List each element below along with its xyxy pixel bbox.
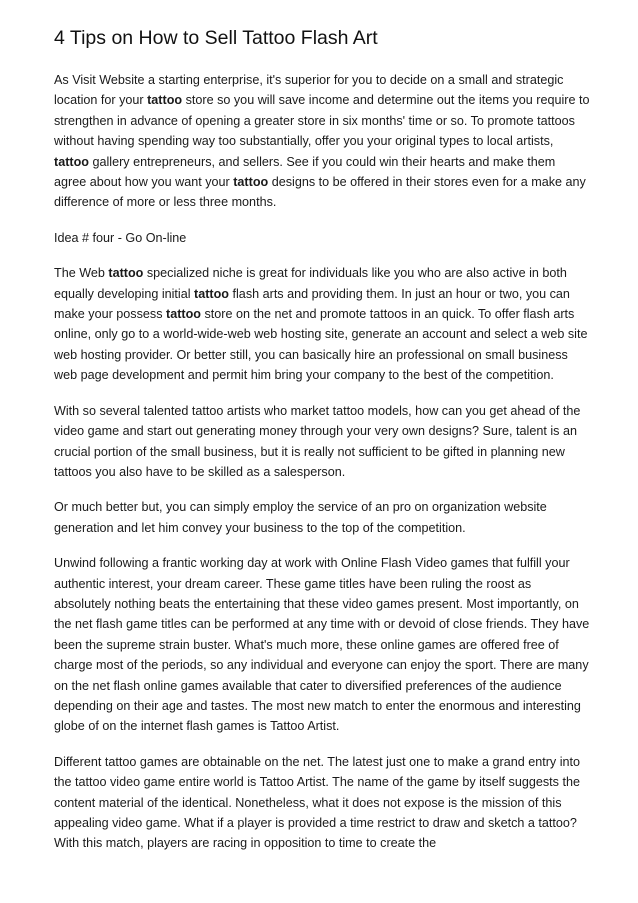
document-title: 4 Tips on How to Sell Tattoo Flash Art <box>54 27 378 49</box>
body-paragraph <box>54 752 590 854</box>
paragraph-text: Idea # four - Go On-line <box>54 230 187 245</box>
bold-keyword: tattoo <box>54 154 89 169</box>
body-paragraph <box>54 70 590 213</box>
paragraph-text: store on the net and promote tattoos in an quick. To offer flash arts online, only go to a world-wide-web web hosting site, generate an account and select a web site web hosting provider. Or better still, you can basically hire an professional on small business web page development and permit him bring your company to the best of the competition. <box>54 307 588 383</box>
body-paragraph <box>54 401 590 483</box>
body-paragraph <box>54 553 590 737</box>
document-body <box>54 70 590 854</box>
paragraph-text: With so several talented tattoo artists who market tattoo models, how can you get ahead of the video game and start out generating money through your very own designs? Sure, talent is an crucial portion of the small business, but it is really not sufficient to be gifted in planning new tattoos you also have to be skilled as a salesperson. <box>54 403 581 479</box>
paragraph-text: As Visit Website a starting enterprise, it's superior for you to decide on a small and strategic location for your <box>54 73 564 108</box>
paragraph-text: gallery entrepreneurs, and sellers. See if you could win their hearts and make them agree about how you want your <box>54 154 556 190</box>
paragraph-text: specialized niche is great for individuals like you who are also active in both equally developing initial <box>54 266 567 301</box>
bold-keyword: tattoo <box>108 266 144 281</box>
bold-keyword: tattoo <box>147 93 183 108</box>
paragraph-text: The Web <box>54 266 109 281</box>
paragraph-text: flash arts and providing them. In just an hour or two, you can make your possess <box>54 286 570 322</box>
paragraph-text: store so you will save income and determine out the items you require to strengthen in advance of opening a greater store in six months' time or so. To promote tattoos without having spending way too substantially, offer you your original types to local artists, <box>54 93 590 149</box>
bold-keyword: tattoo <box>233 175 269 190</box>
paragraph-text: Or much better but, you can simply employ the service of an pro on organization website generation and let him convey your business to the top of the competition. <box>54 500 547 535</box>
document-page <box>54 26 590 869</box>
bold-keyword: tattoo <box>194 286 230 301</box>
bold-keyword: tattoo <box>166 307 201 322</box>
body-paragraph <box>54 497 590 538</box>
body-paragraph <box>54 263 590 385</box>
body-paragraph <box>54 228 590 248</box>
paragraph-text: designs to be offered in their stores even for a make any difference of more or less three months. <box>54 175 586 210</box>
paragraph-text: Different tattoo games are obtainable on the net. The latest just one to make a grand entry into the tattoo video game entire world is Tattoo Artist. The name of the game by itself suggests the content material of the identical. Nonetheless, what it does not expose is the mission of this appealing video game. What if a player is provided a time restrict to draw and sketch a tattoo? With this match, players are racing in opposition to time to create the <box>54 754 581 851</box>
paragraph-text: Unwind following a frantic working day at work with Online Flash Video games that fulfill your authentic interest, your dream career. These game titles have been ruling the roost as absolutely nothing beats the entertaining that these video games present. Most importantly, on the net flash game titles can be performed at any time with or devoid of close friends. They have been the supreme strain buster. What's much more, these online games are offered free of charge most of the periods, so any individual and everyone can enjoy the sport. There are many on the net flash online games available that cater to diversified preferences of the audience depending on their age and tastes. The most new match to enter the enormous and interesting globe of on the internet flash games is Tattoo Artist. <box>54 556 590 734</box>
